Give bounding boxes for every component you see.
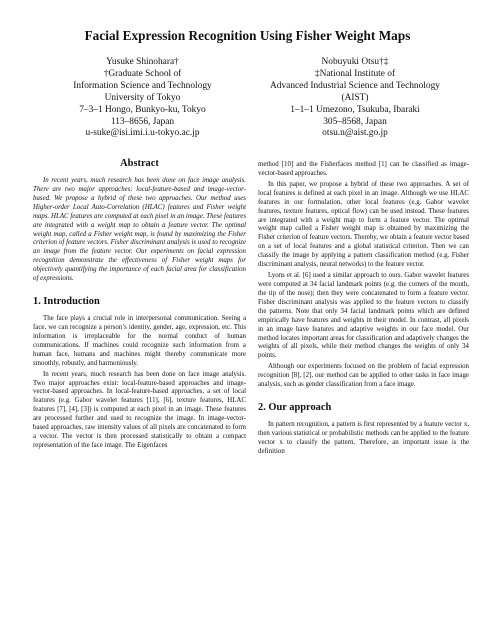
author-name: Nobuyuki Otsu†‡ — [321, 57, 389, 67]
intro-paragraph: The face plays a crucial role in interpersonal communication. Seeing a face, we can recognize a person’s identity, gender, age, expression, etc. This information is irreplaceable for the normal conduct of human communications. If machines could recognize such information from a human face, humans and machines might thereby communicate more smoothly, robustly, and harmoniously. — [33, 315, 246, 367]
author-affiliation: (AIST) — [341, 92, 369, 103]
section2-heading: 2. Our approach — [258, 402, 332, 414]
author-email: u-suke@isi.imi.i.u-tokyo.ac.jp — [85, 128, 200, 139]
author-address: 305–8568, Japan — [323, 116, 387, 127]
section2-paragraph: In pattern recognition, a pattern is first represented by a feature vector x, then various statistical or probabilistic methods can be applied to the feature vector x to classify the pattern. Therefore, an important issue is the definition — [258, 421, 469, 455]
author-block-2 — [250, 57, 460, 140]
author-address: 1–1–1 Umezono, Tsukuba, Ibaraki — [290, 104, 420, 115]
author-address: 7–3–1 Hongo, Bunkyo-ku, Tokyo — [79, 104, 206, 115]
author-address: 113–8656, Japan — [110, 116, 175, 127]
author-affiliation: Information Science and Technology — [73, 80, 212, 91]
abstract-heading: Abstract — [120, 158, 159, 169]
author-block-1 — [40, 57, 245, 140]
abstract-text: In recent years, much research has been done on face image analysis. There are two major approaches: local-feature-based and image-vector-based. We propose a hybrid of these two approaches. Our method uses Higher-order Local Auto-Correlation (HLAC) features and Fisher weight maps. HLAC features are computed at each pixel in an image. These features are integrated with a weight map to obtain a feature vector. The optimal weight map, called a Fisher weight map, is found by maximizing the Fisher criterion of feature vectors. Fisher discriminant analysis is used to recognize an image from the feature vector. Our experiments on facial expression recognition demonstrate the effectiveness of Fisher weight maps for objectively quantifying the importance of each facial area for classification of expressions. — [33, 177, 246, 283]
paper-title: Facial Expression Recognition Using Fisher Weight Maps — [84, 28, 411, 43]
intro-paragraph: In recent years, much research has been done on face image analysis. Two major approaches exist: local-feature-based approaches and image-vector-based approaches. In local-feature-based approaches, a set of local features (e.g. Gabor wavelet features [11], [6], texture features, HLAC features [7], [4], [3]) is computed at each pixel in an image. These features are processed further and used to recognize the image. In image-vector-based approaches, raw intensity values of all pixels are concatenated to form a vector. The vector is then processed statistically to obtain a compact representation of the face image. The Eigenfaces — [33, 370, 246, 449]
body-paragraph: Although our experiments focused on the problem of facial expression recognition [8], [2], our method can be applied to other tasks in face image analysis, such as gender classification from a face image. — [258, 363, 469, 389]
body-paragraph: method [10] and the Fisherfaces method [1] can be classified as image-vector-based approaches. — [258, 161, 469, 177]
body-paragraph: Lyons et al. [6] used a similar approach to ours. Gabor wavelet features were computed at 34 facial landmark points (e.g. the corners of the mouth, the tip of the nose); then they were concatenated to form a feature vector. Fisher discriminant analysis was applied to the feature vectors to classify the patterns. Note that only 34 facial landmark points which are defined empirically have features and weights in their model. In contrast, all pixels in an image have features and adaptive weights in our face model. Our method locates important areas for classification and adaptively changes the weights of all pixels, while their method changes the weights of only 34 points. — [258, 272, 469, 360]
author-affiliation: †Graduate School of — [103, 68, 182, 79]
author-affiliation: University of Tokyo — [104, 92, 181, 103]
body-paragraph: In this paper, we propose a hybrid of these two approaches. A set of local features is defined at each pixel in an image. Although we use HLAC features in our formulation, other local features (e.g. Gabor wavelet features, texture features, optical flow) can be used instead. These features are integrated with a weight map to form a feature vector. The optimal weight map called a Fisher weight map is obtained by maximizing the Fisher criterion of feature vectors. Thereby, we obtain a feature vector based on a set of local features and a global statistical criterion. Then we can classify the image by applying a pattern classification method (e.g. Fisher discriminant analysis, neural networks) to the feature vector. — [258, 180, 469, 269]
intro-heading: 1. Introduction — [33, 296, 100, 308]
author-name: Yusuke Shinohara† — [106, 57, 179, 67]
right-column — [258, 161, 469, 457]
author-email: otsu.n@aist.go.jp — [322, 128, 388, 139]
author-affiliation: Advanced Industrial Science and Technology — [270, 80, 440, 91]
author-affiliation: ‡National Institute of — [314, 68, 396, 79]
left-column — [33, 157, 246, 451]
